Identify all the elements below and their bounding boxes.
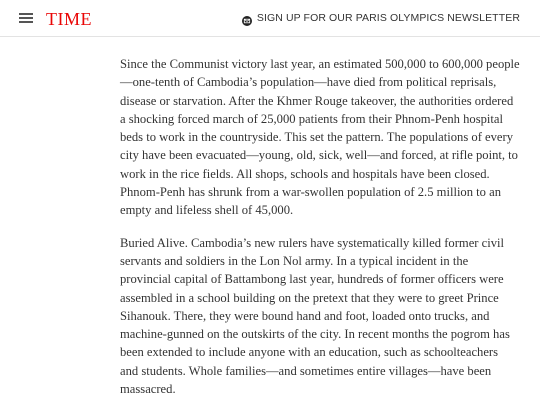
line: disease or starvation. After the Khmer Rouge takeover, the authorities ordered xyxy=(120,93,514,108)
line: and students. Whole families—and sometimes entire villages—have been xyxy=(120,363,492,378)
line: servants and soldiers in the Lon Nol army. In a typical incident in the xyxy=(120,253,469,268)
time-logo[interactable]: TIME xyxy=(46,9,92,29)
line: been extended to include anyone with an education, such as schoolteachers xyxy=(120,345,499,360)
newsletter-signup-link[interactable] xyxy=(242,12,520,24)
line: Phnom-Penh has shrunk from a war-swollen population of 2.5 million to an xyxy=(120,185,502,200)
line: machine-gunned on the outskirts of the city. In recent months the pogrom has xyxy=(120,327,510,342)
article-body xyxy=(120,55,522,412)
line: massacred. xyxy=(120,382,176,397)
newsletter-signup-label: SIGN UP FOR OUR PARIS OLYMPICS NEWSLETTER xyxy=(256,12,520,24)
line: empty and lifeless shell of 45,000. xyxy=(120,203,294,218)
article-paragraph-2 xyxy=(120,234,522,399)
line: assembled in a school building on the pretext that they were to greet Prince xyxy=(120,290,499,305)
line: city have been evacuated—young, old, sick, well—and forced, at rifle point, to xyxy=(120,148,518,163)
line: beds to work in the countryside. This set the pattern. The populations of every xyxy=(120,130,514,145)
hamburger-menu-icon[interactable] xyxy=(19,13,33,23)
line: Since the Communist victory last year, an estimated 500,000 to 600,000 people xyxy=(120,57,520,71)
line: a shocking forced march of 25,000 patients from their Phnom-Penh hospital xyxy=(120,111,503,126)
line: —one-tenth of Cambodia’s population—have died from political reprisals, xyxy=(120,75,497,90)
line: provincial capital of Battambong last year, hundreds of former officers were xyxy=(120,272,504,287)
line: Sihanouk. There, they were bound hand and foot, loaded onto trucks, and xyxy=(120,308,490,323)
article-paragraph-1 xyxy=(120,55,522,220)
envelope-icon xyxy=(242,13,252,23)
line: work in the rice fields. All shops, schools and hospitals have been closed. xyxy=(120,166,490,181)
top-navigation-bar xyxy=(0,0,540,37)
line: Buried Alive. Cambodia’s new rulers have systematically killed former civil xyxy=(120,235,505,250)
